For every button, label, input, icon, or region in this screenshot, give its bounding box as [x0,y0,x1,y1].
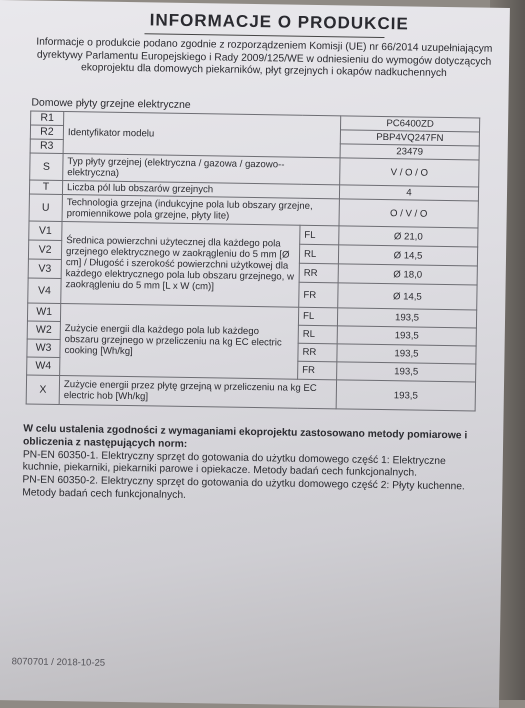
row-label: Identyfikator modelu [63,112,341,158]
row-code: T [29,180,62,195]
spec-table [26,110,481,411]
row-label: Typ płyty grzejnej (elektryczna / gazowa / gazowo--elektryczna) [63,154,340,185]
zone-position: FR [298,361,337,380]
row-code: R2 [30,125,63,140]
row-label: Zużycie energii przez płytę grzejną w przeliczeniu na kg EC electric hob [Wh/kg] [59,375,336,408]
intro-paragraph: Informacje o produkcie podano zgodnie z rozporządzeniem Komisji (UE) nr 66/2014 uzupełniającym dyrektywy Parlamentu Europejskiego i Rady 2009/125/WE w odniesieniu do wymogów dotyczących ekoprojektu dla domowych piekarników, płyt grzejnych i okapów nadkuchennych [36,36,493,80]
row-label: Średnica powierzchni użytecznej dla każdego pola grzejnego elektrycznego w zaokrągleniu do 5 mm [Ø cm] / Długość i szerokość powierzchni użytkowej dla każdego elektrycznego pola lub obszaru grzejnego, w zaokrągleniu do 5 mm [L x W (cm)] [61,222,300,308]
page-title: INFORMACJE O PRODUKCIE [149,10,409,34]
table-row [26,375,475,411]
row-label: Zużycie energii dla każdego pola lub każdego obszaru grzejnego w przeliczeniu na kg EC electric cooking [Wh/kg] [60,303,299,379]
zone-position: FL [298,307,337,326]
row-value: 23479 [340,144,479,160]
row-value: PC6400ZD [341,116,480,132]
row-value: Ø 14,5 [338,245,477,266]
row-code: V1 [29,221,62,241]
table-row [31,111,480,132]
row-code: V4 [28,278,61,304]
row-code: V2 [28,240,61,260]
zone-position: RR [298,343,337,362]
row-code: X [26,375,59,405]
title-underline [144,33,384,38]
row-value: 193,5 [337,308,476,328]
row-value: 193,5 [337,326,476,346]
row-label: Liczba pól lub obszarów grzejnych [62,181,339,199]
row-value: 193,5 [336,380,475,411]
zone-position: FR [299,282,338,308]
standards-note [22,423,483,507]
section-title: Domowe płyty grzejne elektryczne [31,96,191,112]
standard-line: PN-EN 60350-1. Elektryczny sprzęt do gotowania do użytku domowego część 1: Elektryczne kuchnie, piekarniki, piekarniki parowe i opiekacze. Metody badań cech funkcjonalnych. [22,449,446,479]
row-code: W1 [27,303,60,322]
zone-position: RL [298,325,337,344]
standard-line: PN-EN 60350-2. Elektryczny sprzęt do gotowania do użytku domowego część 2: Płyty kuchenne. Metody badań cech funkcjonalnych. [22,474,465,501]
zone-position: FL [300,225,339,245]
row-code: W4 [27,357,60,376]
row-label: Technologia grzejna (indukcyjne pola lub obszary grzejne, promiennikowe pola grzejne, płyty lite) [62,195,339,226]
row-value: Ø 18,0 [338,264,477,285]
row-value: 193,5 [337,362,476,382]
row-value: V / O / O [340,158,479,187]
row-value: 193,5 [337,344,476,364]
row-value: Ø 21,0 [339,226,478,247]
row-code: S [30,153,63,181]
row-code: W2 [27,321,60,340]
row-value: Ø 14,5 [338,283,477,310]
row-value: PBP4VQ247FN [340,130,479,146]
document-code: 8070701 / 2018-10-25 [11,656,106,669]
row-code: U [29,194,62,222]
row-code: R3 [30,139,63,154]
row-code: V3 [28,259,61,279]
zone-position: RR [299,263,338,283]
row-value: 4 [339,185,478,201]
row-code: R1 [31,111,64,126]
standards-heading: W celu ustalenia zgodności z wymaganiami ekoprojektu zastosowano metody pomiarowe i obliczenia z następujących norm: [22,423,468,450]
row-code: W3 [27,339,60,358]
zone-position: RL [299,244,338,264]
row-value: O / V / O [339,199,478,228]
